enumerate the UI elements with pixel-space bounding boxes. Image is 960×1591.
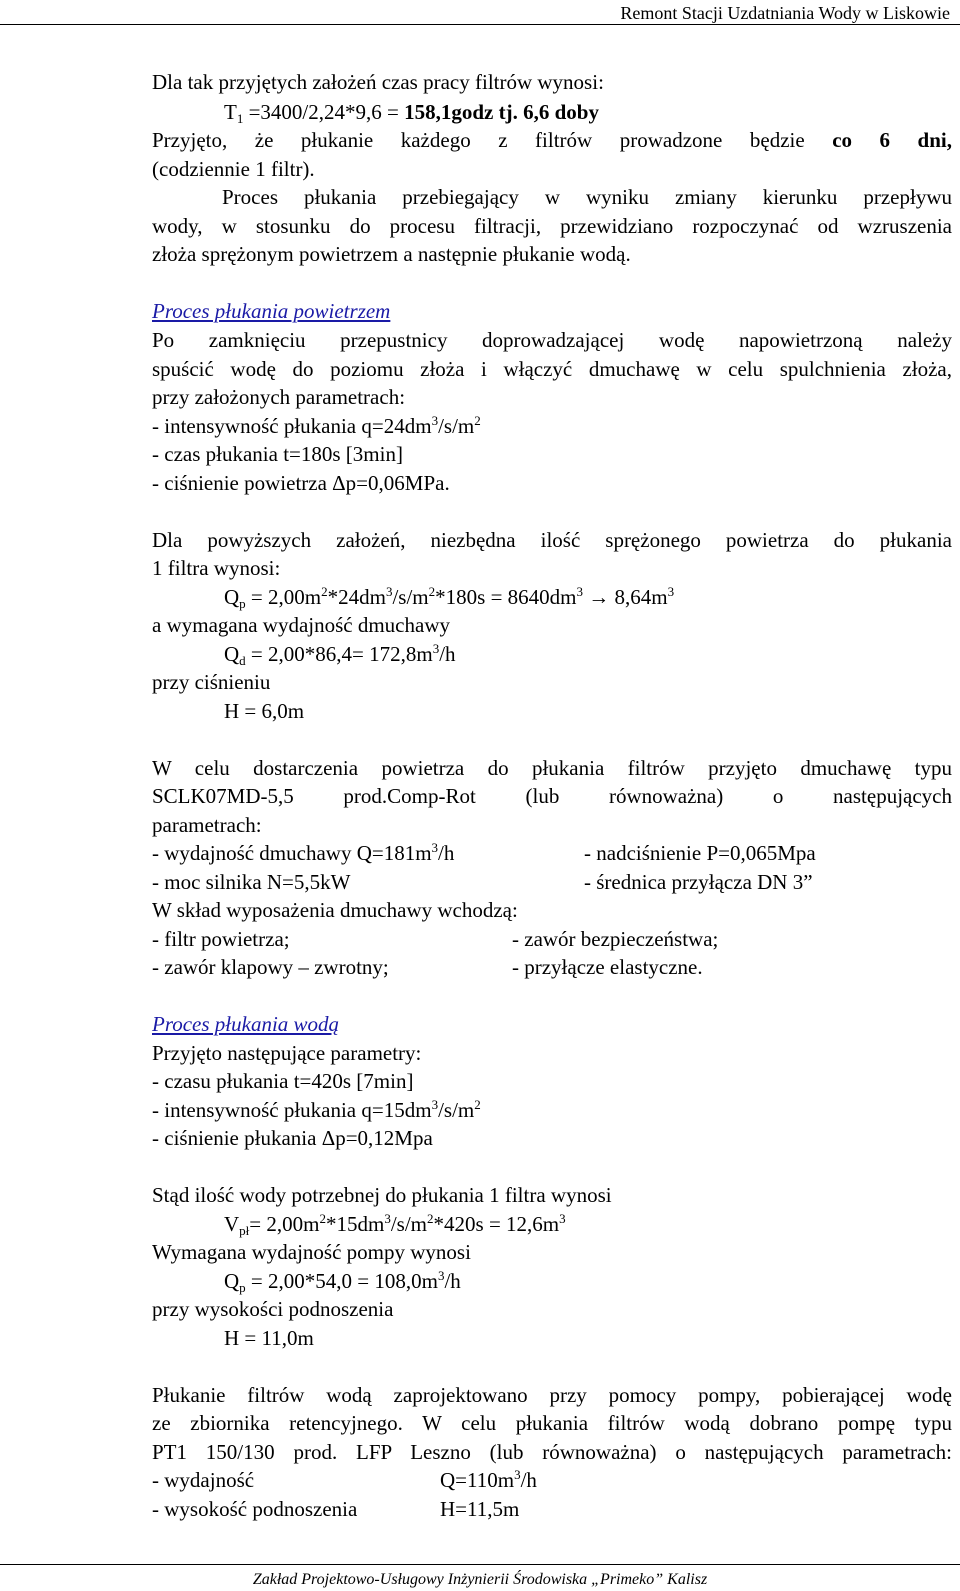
air-time: - czas płukania t=180s [3min] bbox=[152, 442, 403, 466]
calc-line-2: 1 filtra wynosi: bbox=[152, 556, 281, 580]
pump-line-1: Płukanie filtrów wodą zaprojektowano przy pomocy pompy, pobierającej wodę bbox=[152, 1383, 952, 1407]
section-heading-water: Proces płukania wodą bbox=[152, 1012, 340, 1036]
blower-param-connection: - średnica przyłącza DN 3” bbox=[584, 870, 813, 894]
water-pressure: - ciśnienie płukania Δp=0,12Mpa bbox=[152, 1126, 433, 1150]
blower-line-2: SCLK07MD-5,5 prod.Comp-Rot (lub równoważna) o następujących bbox=[152, 784, 952, 808]
water-line-7: Wymagana wydajność pompy wynosi bbox=[152, 1240, 471, 1264]
water-time: - czasu płukania t=420s [7min] bbox=[152, 1069, 414, 1093]
arrow-right-icon: → bbox=[583, 585, 615, 609]
equipment-flex-connector: - przyłącze elastyczne. bbox=[512, 955, 703, 979]
equipment-check-valve: - zawór klapowy – zwrotny; bbox=[152, 955, 389, 979]
blower-line-3: parametrach: bbox=[152, 813, 262, 837]
calc-line-6: przy ciśnieniu bbox=[152, 670, 271, 694]
footer-rule bbox=[0, 1564, 960, 1565]
intro-line-7: złoża sprężonym powietrzem a następnie płukanie wodą. bbox=[152, 242, 631, 266]
qp-formula: $Q_p = 2,00m^2*24dm^3/s/m^2*180s = 8640dm^3 \to 8,64m^3$ bbox=[224, 584, 675, 611]
intro-line-4: (codziennie 1 filtr). bbox=[152, 157, 315, 181]
calc-line-7: H = 6,0m bbox=[224, 699, 305, 723]
blower-line-1: W celu dostarczenia powietrza do płukania filtrów przyjęto dmuchawę typu bbox=[152, 756, 952, 780]
equipment-safety-valve: - zawór bezpieczeństwa; bbox=[512, 927, 719, 951]
equipment-air-filter: - filtr powietrza; bbox=[152, 927, 290, 951]
header-rule bbox=[0, 24, 960, 25]
water-line-1: Przyjęto następujące parametry: bbox=[152, 1041, 422, 1065]
blower-param-power: - moc silnika N=5,5kW bbox=[152, 870, 351, 894]
page-footer bbox=[0, 1558, 960, 1591]
water-line-5: Stąd ilość wody potrzebnej do płukania 1 filtra wynosi bbox=[152, 1183, 612, 1207]
air-line-1: Po zamknięciu przepustnicy doprowadzającej wodę napowietrzoną należy bbox=[152, 328, 952, 352]
air-pressure: - ciśnienie powietrza Δp=0,06MPa. bbox=[152, 471, 450, 495]
blower-param-pressure: - nadciśnienie P=0,065Mpa bbox=[584, 841, 816, 865]
t1-formula: $T_1 =3400/2,24*9,6$ = 158,1godz tj. 6,6 doby bbox=[224, 100, 599, 126]
calc-line-4: a wymagana wydajność dmuchawy bbox=[152, 613, 450, 637]
pump-param-capacity-value: $Q=110m^3/h$ bbox=[440, 1467, 537, 1492]
page-header bbox=[0, 0, 960, 28]
pump-param-head-label: - wysokość podnoszenia bbox=[152, 1497, 358, 1521]
pump-param-head-value: H=11,5m bbox=[440, 1497, 520, 1521]
intro-line-6: wody, w stosunku do procesu filtracji, przewidziano rozpoczynać od wzruszenia bbox=[152, 214, 952, 238]
header-title: Remont Stacji Uzdatniania Wody w Liskowie bbox=[620, 3, 950, 23]
air-line-3: przy założonych parametrach: bbox=[152, 385, 406, 409]
intro-line-5: Proces płukania przebiegający w wyniku zmiany kierunku przepływu bbox=[222, 185, 952, 209]
blower-line-6: W skład wyposażenia dmuchawy wchodzą: bbox=[152, 898, 518, 922]
water-line-10: H = 11,0m bbox=[224, 1326, 314, 1350]
blower-param-capacity: - wydajność dmuchawy $Q=181m^3/h$ bbox=[152, 840, 455, 865]
water-line-9: przy wysokości podnoszenia bbox=[152, 1297, 394, 1321]
air-intensity: - intensywność płukania $q=24dm^3/s/m^2$ bbox=[152, 413, 481, 438]
pump-param-capacity-label: - wydajność bbox=[152, 1468, 255, 1492]
section-heading-air: Proces płukania powietrzem bbox=[152, 299, 391, 323]
intro-line-3: Przyjęto, że płukanie każdego z filtrów prowadzone będzie co 6 dni, bbox=[152, 128, 953, 152]
footer-text: Zakład Projektowo-Usługowy Inżynierii Środowiska „Primeko” Kalisz bbox=[252, 1571, 708, 1588]
v-formula: $V_{pł}= 2,00m^2*15dm^3/s/m^2*420s = 12,6m^3$ bbox=[224, 1211, 566, 1238]
calc-line-1: Dla powyższych założeń, niezbędna ilość sprężonego powietrza do płukania bbox=[152, 528, 952, 552]
pump-line-3: PT1 150/130 prod. LFP Leszno (lub równoważna) o następujących parametrach: bbox=[152, 1440, 952, 1464]
qd-formula: $Q_d = 2,00*86,4= 172,8m^3/h$ bbox=[224, 641, 456, 668]
intro-line-1: Dla tak przyjętych założeń czas pracy filtrów wynosi: bbox=[152, 70, 604, 94]
qp-pump-formula: $Q_p = 2,00*54,0 = 108,0m^3/h$ bbox=[224, 1268, 461, 1295]
water-intensity: - intensywność płukania $q=15dm^3/s/m^2$ bbox=[152, 1097, 481, 1122]
air-line-2: spuścić wodę do poziomu złoża i włączyć dmuchawę w celu spulchnienia złoża, bbox=[152, 357, 952, 381]
pump-line-2: ze zbiornika retencyjnego. W celu płukania filtrów wodą dobrano pompę typu bbox=[152, 1411, 952, 1435]
